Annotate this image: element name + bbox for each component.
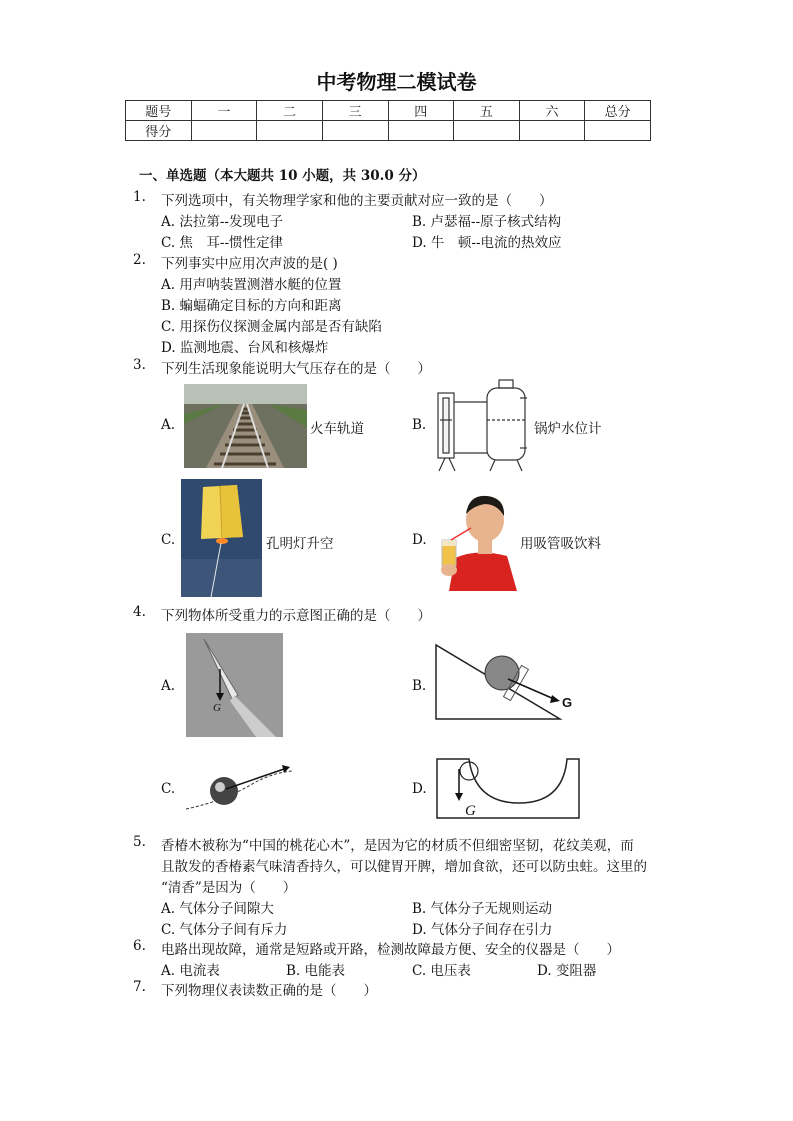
question-text: 下列物理仪表读数正确的是（ ） — [161, 983, 377, 999]
option-b: B. 卢瑟福--原子核式结构 — [412, 214, 562, 230]
option-d-letter: D. — [412, 532, 427, 548]
option-b: B. 电能表 — [286, 963, 346, 979]
table-cell: 三 — [322, 101, 388, 121]
option-c: C. 用探伤仪探测金属内部是否有缺陷 — [161, 319, 382, 335]
question-text: 下列生活现象能说明大气压存在的是（ ） — [161, 361, 431, 377]
table-cell — [191, 121, 257, 141]
option-c-letter: C. — [161, 781, 176, 797]
question-number: 7. — [133, 979, 146, 995]
question-number: 5. — [133, 834, 146, 850]
table-cell: 五 — [454, 101, 520, 121]
question-text-line-1: 香椿木被称为“中国的桃花心木”，是因为它的材质不但细密坚韧，花纹美观，而 — [161, 838, 634, 854]
rocket-gravity-diagram — [186, 633, 283, 737]
question-number: 2. — [133, 252, 146, 268]
table-cell — [388, 121, 454, 141]
child-drinking-straw-image — [437, 490, 520, 591]
question-number: 4. — [133, 604, 146, 620]
question-text: 下列选项中，有关物理学家和他的主要贡献对应一致的是（ ） — [161, 193, 553, 209]
question-text: 下列事实中应用次声波的是( ) — [161, 256, 338, 272]
planet-orbit-diagram — [184, 761, 294, 816]
option-d-letter: D. — [412, 781, 427, 797]
option-a-caption: 火车轨道 — [310, 421, 364, 437]
boiler-water-gauge-image — [435, 378, 530, 473]
option-b: B. 气体分子无规则运动 — [412, 901, 553, 917]
option-a: A. 用声呐装置测潜水艇的位置 — [161, 277, 342, 293]
option-a: A. 电流表 — [161, 963, 220, 979]
table-cell: 一 — [191, 101, 257, 121]
sky-lantern-image — [181, 479, 262, 597]
question-text: 电路出现故障，通常是短路或开路，检测故障最方便、安全的仪器是（ ） — [161, 942, 620, 958]
question-number: 6. — [133, 938, 146, 954]
gravity-label: G — [562, 695, 573, 710]
ball-in-bowl-diagram — [435, 757, 583, 820]
table-cell: 二 — [257, 101, 323, 121]
table-cell — [519, 121, 585, 141]
option-b-letter: B. — [412, 678, 427, 694]
option-c: C. 气体分子间有斥力 — [161, 922, 288, 938]
option-b-caption: 锅炉水位计 — [534, 421, 602, 437]
question-number: 1. — [133, 189, 146, 205]
option-a: A. 法拉第--发现电子 — [161, 214, 283, 230]
option-a: A. 气体分子间隙大 — [161, 901, 274, 917]
option-c: C. 焦 耳--惯性定律 — [161, 235, 284, 251]
page-title: 中考物理二模试卷 — [316, 70, 477, 94]
gravity-label: G — [213, 702, 221, 714]
table-cell — [322, 121, 388, 141]
option-c-letter: C. — [161, 532, 176, 548]
option-a-letter: A. — [161, 417, 176, 433]
score-table-header-row — [126, 101, 651, 121]
score-table — [125, 100, 651, 141]
question-text: 下列物体所受重力的示意图正确的是（ ） — [161, 608, 431, 624]
question-number: 3. — [133, 357, 146, 373]
railway-track-image — [184, 384, 307, 468]
option-b-letter: B. — [412, 417, 427, 433]
option-d: D. 变阻器 — [537, 963, 597, 979]
option-b: B. 蝙蝠确定目标的方向和距离 — [161, 298, 342, 314]
table-cell: 四 — [388, 101, 454, 121]
gravity-label: G — [465, 803, 476, 819]
section-heading: 一、单选题（本大题共 10 小题，共 30.0 分） — [139, 168, 426, 184]
option-d: D. 牛 顿--电流的热效应 — [412, 235, 562, 251]
table-cell: 得分 — [126, 121, 192, 141]
option-c: C. 电压表 — [412, 963, 471, 979]
table-cell — [257, 121, 323, 141]
table-cell: 总分 — [585, 101, 651, 121]
question-text-line-2: 且散发的香椿素气味清香持久，可以健胃开脾，增加食欲，还可以防虫蛀。这里的 — [161, 859, 647, 875]
ball-on-incline-diagram — [434, 643, 582, 723]
table-cell: 题号 — [126, 101, 192, 121]
question-text-line-3: “清香”是因为（ ） — [161, 880, 297, 896]
option-c-caption: 孔明灯升空 — [266, 536, 334, 552]
option-d: D. 监测地震、台风和核爆炸 — [161, 340, 329, 356]
table-cell — [585, 121, 651, 141]
table-cell — [454, 121, 520, 141]
score-table-score-row — [126, 121, 651, 141]
table-cell: 六 — [519, 101, 585, 121]
option-d-caption: 用吸管吸饮料 — [520, 536, 601, 552]
option-d: D. 气体分子间存在引力 — [412, 922, 553, 938]
option-a-letter: A. — [161, 678, 176, 694]
